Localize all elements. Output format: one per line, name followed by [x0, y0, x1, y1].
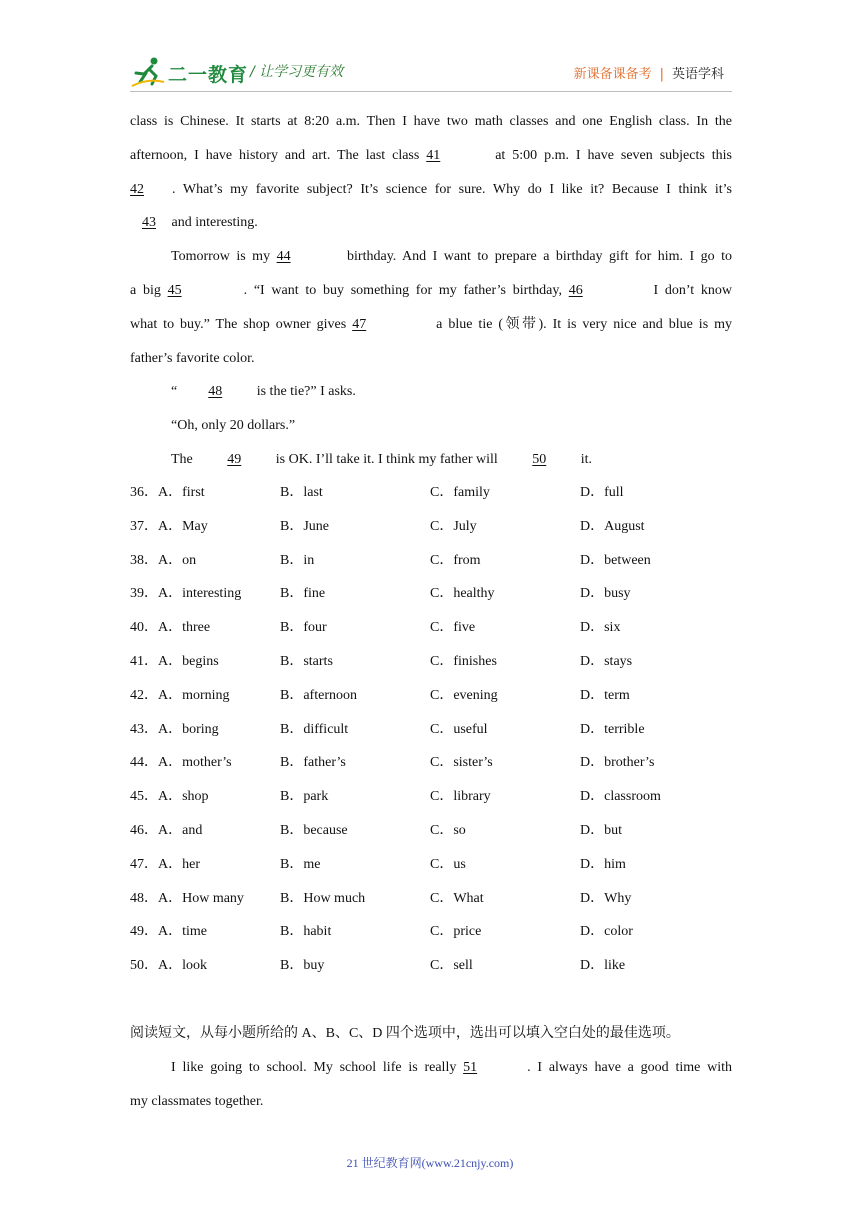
logo-text: 二一教育: [168, 64, 249, 86]
option-c: C．so: [430, 823, 466, 838]
option-a: 45．A．shop: [130, 789, 209, 805]
option-b: B．four: [280, 620, 327, 636]
question-row: [130, 889, 732, 909]
option-b: B．starts: [280, 654, 333, 669]
header-divider: [130, 91, 732, 92]
option-d: D．busy: [580, 586, 631, 602]
option-a: 49．A．time: [130, 924, 207, 940]
passage-line: 43 and interesting.: [130, 213, 732, 233]
option-a: 40．A．three: [130, 620, 211, 636]
passage-line: Tomorrow is my 44 birthday. And I want to prepare a birthday gift for him. I go to: [171, 247, 732, 267]
answer-blank: 42: [130, 181, 144, 197]
option-c: C．evening: [430, 687, 498, 703]
question-row: [130, 584, 732, 604]
passage2-line: I like going to school. My school life is really 51 . I always have a good time with: [171, 1058, 732, 1078]
question-row: [130, 787, 732, 807]
option-c: C．finishes: [430, 654, 497, 669]
passage-line: “ 48 is the tie?” I asks.: [171, 382, 732, 402]
answer-blank: 49: [227, 452, 242, 467]
passage-line: father’s favorite color.: [130, 350, 255, 366]
question-row: [130, 821, 732, 841]
option-c: C．family: [430, 485, 490, 500]
option-b: B．difficult: [280, 721, 349, 737]
passage2-line: my classmates together.: [130, 1093, 264, 1109]
answer-blank: 48: [208, 384, 223, 400]
passage-line: “Oh, only 20 dollars.”: [171, 418, 296, 434]
page-header: [130, 56, 732, 92]
passage-line: class is Chinese. It starts at 8:20 a.m. Then I have two math classes and one English class. In the: [130, 114, 732, 129]
option-b: B．father’s: [280, 755, 346, 771]
option-a: 38．A．on: [130, 552, 197, 568]
reading-instruction: 阅读短文，从每小题所给的 A、B、C、D 四个选项中，选出可以填入空白处的最佳选项。: [130, 1026, 680, 1041]
question-row: [130, 618, 732, 638]
option-b: B．buy: [280, 958, 325, 974]
answer-blank: 41: [426, 147, 441, 163]
option-d: D．like: [580, 958, 626, 974]
option-c: C．sell: [430, 958, 473, 974]
option-b: B．June: [280, 518, 329, 534]
option-a: 44．A．mother’s: [130, 755, 232, 771]
header-slogan: / 让学习更有效: [250, 64, 344, 80]
option-d: D．full: [580, 485, 624, 500]
passage-line: what to buy.” The shop owner gives 47 a blue tie (领带). It is very nice and blue is my: [130, 315, 732, 335]
question-row: [130, 483, 732, 503]
option-d: D．color: [580, 924, 633, 940]
option-d: D．six: [580, 620, 621, 636]
option-d: D．August: [580, 518, 645, 534]
option-a: 50．A．look: [130, 958, 207, 974]
option-c: C．July: [430, 518, 477, 534]
option-c: C．useful: [430, 721, 488, 737]
question-row: [130, 517, 732, 537]
question-row: [130, 956, 732, 976]
option-d: D．but: [580, 823, 622, 838]
passage-line: 42 . What’s my favorite subject? It’s science for sure. Why do I like it? Because I think it’s: [130, 180, 732, 200]
option-d: D．stays: [580, 654, 633, 669]
header-separator: |: [659, 67, 664, 82]
option-b: B．afternoon: [280, 687, 357, 703]
option-a: 41．A．begins: [130, 654, 219, 669]
passage-line: a big 45 . “I want to buy something for my father’s birthday, 46 I don’t know: [130, 281, 732, 301]
answer-blank: 45: [167, 283, 182, 298]
header-subject-label: 英语学科: [671, 67, 724, 82]
option-a: 43．A．boring: [130, 721, 219, 737]
option-a: 39．A．interesting: [130, 586, 242, 602]
question-row: [130, 855, 732, 875]
question-row: [130, 922, 732, 942]
option-d: D．Why: [580, 890, 632, 906]
option-b: B．last: [280, 485, 323, 500]
option-b: B．me: [280, 856, 321, 872]
option-c: C．What: [430, 890, 484, 906]
answer-blank: 43: [142, 215, 156, 231]
question-row: [130, 753, 732, 773]
option-b: B．because: [280, 823, 348, 838]
passage-line: The 49 is OK. I’ll take it. I think my father will 50 it.: [171, 450, 732, 470]
question-row: [130, 652, 732, 672]
option-d: D．between: [580, 552, 651, 568]
question-row: [130, 686, 732, 706]
header-course-label: 新课备课备考: [573, 67, 652, 82]
option-d: D．classroom: [580, 789, 661, 805]
option-a: 46．A．and: [130, 823, 203, 838]
option-d: D．him: [580, 856, 626, 872]
header-right: [574, 63, 724, 82]
option-a: 37．A．May: [130, 518, 208, 534]
option-d: D．term: [580, 687, 630, 703]
question-row: [130, 720, 732, 740]
option-b: B．park: [280, 789, 329, 805]
option-a: 42．A．morning: [130, 687, 230, 703]
option-d: D．brother’s: [580, 755, 655, 771]
option-b: B．in: [280, 552, 315, 568]
option-b: B．How much: [280, 890, 366, 906]
option-a: 36．A．first: [130, 485, 205, 500]
answer-blank: 50: [532, 452, 547, 467]
question-row: [130, 551, 732, 571]
option-b: B．fine: [280, 586, 326, 602]
option-c: C．us: [430, 856, 466, 872]
option-a: 48．A．How many: [130, 890, 244, 906]
option-c: C．five: [430, 620, 476, 636]
option-c: C．healthy: [430, 586, 495, 602]
option-c: C．sister’s: [430, 755, 493, 771]
answer-blank: 47: [352, 316, 367, 332]
answer-blank: 44: [276, 249, 291, 265]
page-footer: 21 世纪教育网(www.21cnjy.com): [346, 1156, 514, 1170]
option-b: B．habit: [280, 924, 332, 940]
running-figure-logo-icon: [130, 56, 166, 88]
option-c: C．from: [430, 552, 481, 568]
option-d: D．terrible: [580, 721, 645, 737]
option-c: C．price: [430, 924, 482, 940]
answer-blank: 46: [568, 283, 583, 298]
passage-line: afternoon, I have history and art. The last class 41 at 5:00 p.m. I have seven subjects this: [130, 146, 732, 166]
option-c: C．library: [430, 789, 491, 805]
answer-blank: 51: [463, 1060, 478, 1075]
option-a: 47．A．her: [130, 856, 200, 872]
